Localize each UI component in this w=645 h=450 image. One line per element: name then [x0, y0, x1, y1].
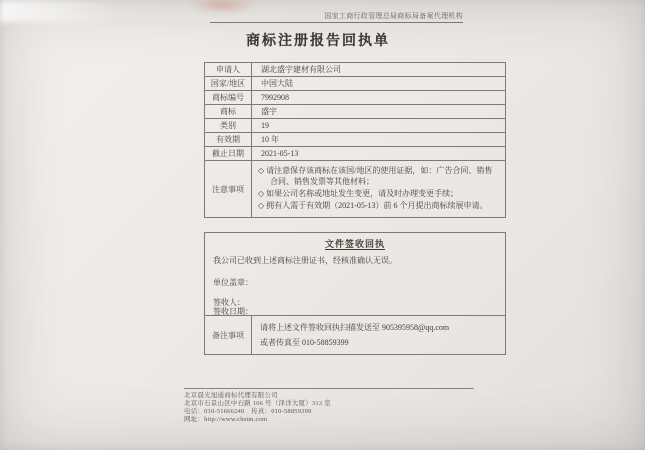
- agency-footer: [184, 388, 474, 424]
- row-label: 备注事项: [205, 316, 252, 354]
- row-label: 商标编号: [205, 91, 252, 104]
- table-row-class: [205, 118, 505, 132]
- sign-date-label: 签收日期：: [213, 307, 253, 316]
- row-value: 7992908: [261, 93, 289, 102]
- footer-company-name: 北京晨光旭通商标代理有限公司: [184, 392, 278, 399]
- table-row-validity: [205, 132, 505, 146]
- row-value: 10 年: [261, 135, 279, 144]
- table-row-trademark-number: [205, 90, 505, 104]
- remarks-line-fax: 或者传真至 010-58859399: [260, 338, 349, 347]
- row-label: 国家/地区: [205, 77, 252, 90]
- note-item: [258, 165, 497, 187]
- document-receipt-section: [204, 232, 506, 316]
- row-value: 19: [261, 121, 269, 130]
- note-item: [258, 188, 497, 199]
- remarks-content: [252, 316, 505, 354]
- note-item: [258, 200, 497, 211]
- footer-phone-fax: 电话：010-51666240 传真：010-58859399: [184, 408, 312, 415]
- table-row-notes: [205, 160, 505, 217]
- row-label: 商标: [205, 105, 252, 118]
- row-value: 湖北盛宇建材有限公司: [261, 65, 341, 74]
- header-agency-registration-text: 国家工商行政管理总局商标局备案代理机构: [324, 12, 463, 20]
- note-text: 请注意保存该商标在该国/地区的使用证据，如：广告合同、销售合同、销售发票等其他材料；: [266, 166, 493, 186]
- diamond-bullet-icon: ◇: [258, 166, 265, 175]
- table-row-country: [205, 76, 505, 90]
- row-value: 中国大陆: [261, 79, 293, 88]
- row-label: 截止日期: [205, 147, 252, 160]
- table-row-remarks: [205, 316, 505, 354]
- table-row-applicant: [205, 63, 505, 76]
- trademark-info-table: [204, 62, 506, 218]
- footer-divider: [184, 388, 474, 389]
- header-underline: [210, 22, 463, 23]
- row-label: 类别: [205, 119, 252, 132]
- receipt-section-title: 文件签收回执: [324, 239, 385, 249]
- row-value: 2021-05-13: [261, 149, 299, 158]
- receipt-confirmation-text: 我公司已收到上述商标注册证书，经核准确认无误。: [213, 256, 397, 265]
- footer-address: 北京市石景山区中石路 166 号（泽洋大厦）313 室: [184, 400, 331, 407]
- row-value: 盛宇: [261, 107, 277, 116]
- row-label: 有效期: [205, 133, 252, 146]
- footer-website: 网址：http://www.chstm.com: [184, 416, 268, 423]
- row-label: 申请人: [205, 63, 252, 76]
- table-row-deadline: [205, 146, 505, 160]
- note-text: 拥有人需于有效期（2021-05-13）前 6 个月提出商标续展申请。: [266, 201, 488, 210]
- scan-light-artifact: [0, 0, 120, 22]
- note-text: 如果公司名称或地址发生变更，请及时办理变更手续；: [266, 189, 459, 198]
- notes-list: [252, 161, 505, 217]
- row-label: 注意事项: [205, 161, 252, 217]
- remarks-table: [204, 315, 506, 355]
- table-row-trademark: [205, 104, 505, 118]
- diamond-bullet-icon: ◇: [258, 189, 265, 198]
- diamond-bullet-icon: ◇: [258, 201, 265, 210]
- company-stamp-label: 单位盖章：: [213, 278, 253, 287]
- signer-label: 签收人：: [213, 298, 245, 307]
- document-title: 商标注册报告回执单: [246, 34, 390, 49]
- remarks-line-email: 请将上述文件签收回执扫描发送至 905395958@qq.com: [260, 323, 450, 332]
